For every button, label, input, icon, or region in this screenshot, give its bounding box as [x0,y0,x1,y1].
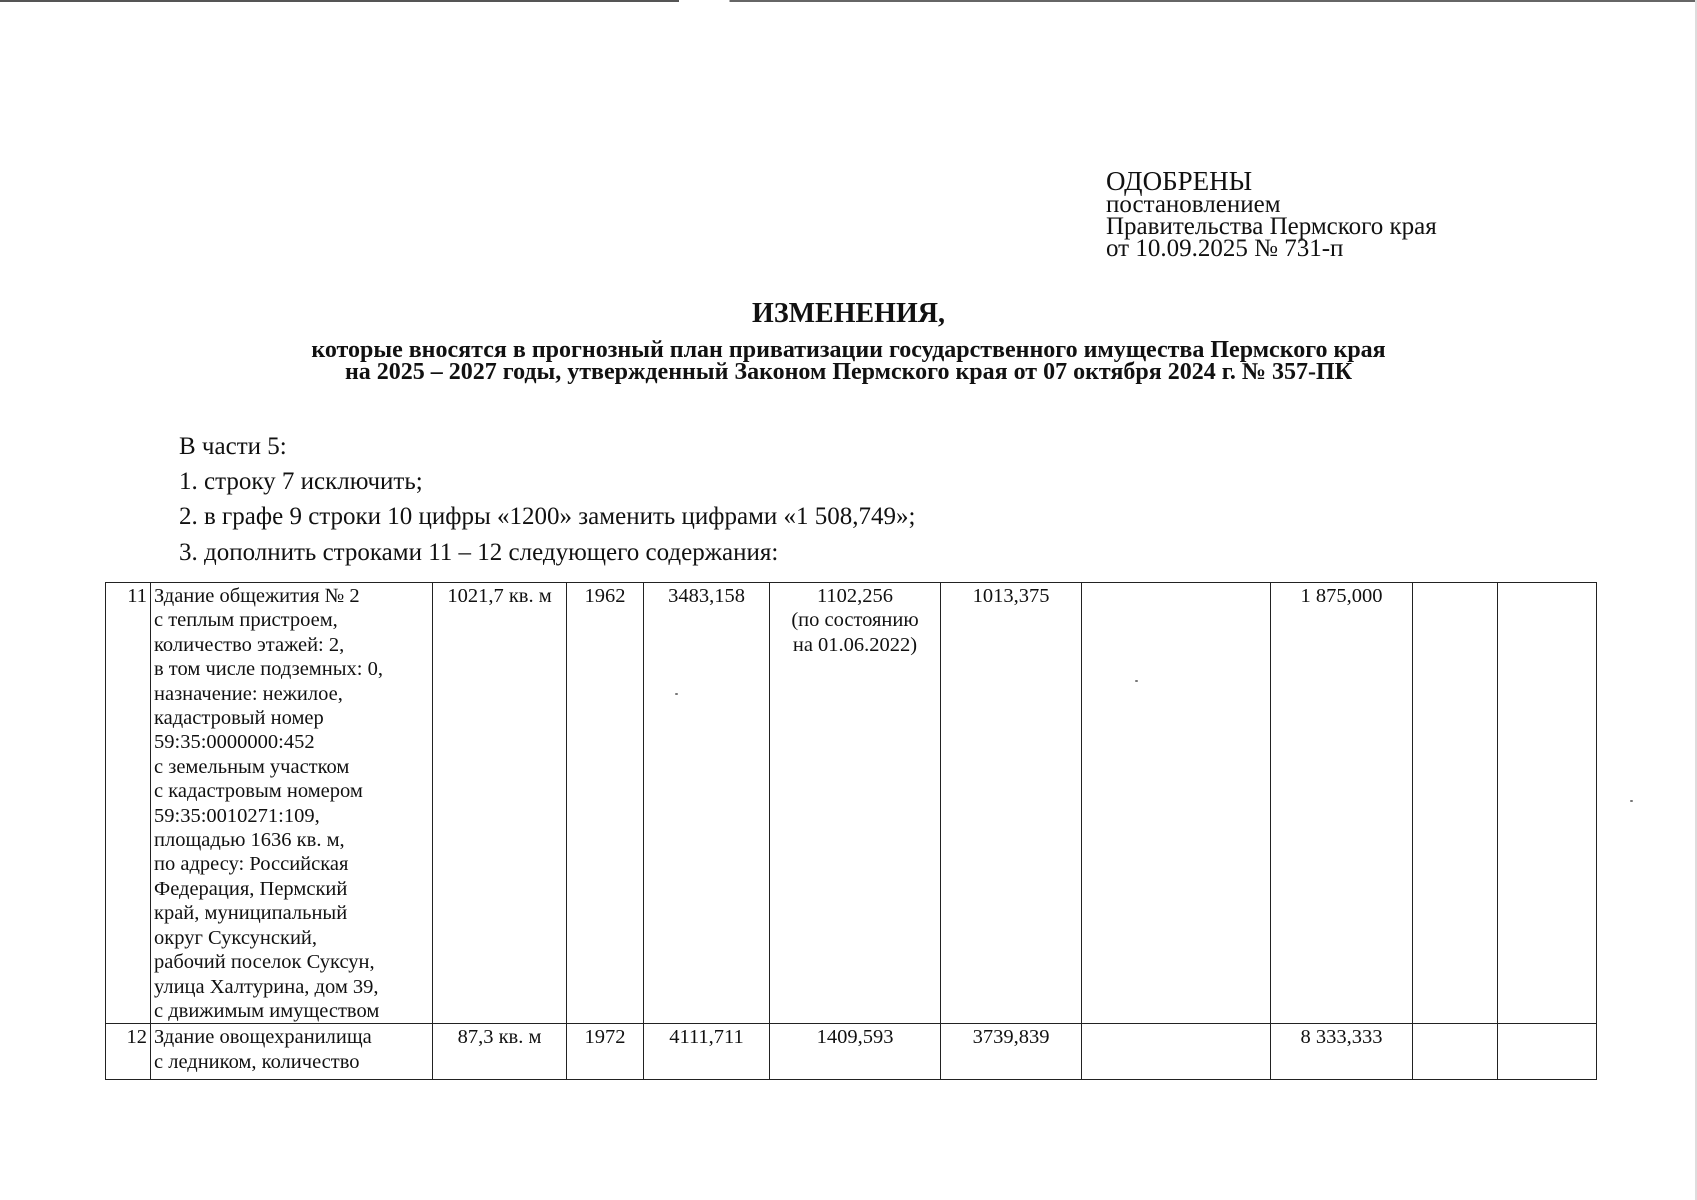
cell-col10 [1413,583,1498,1024]
cell-description: Здание общежития № 2 с теплым пристроем, количество этажей: 2, в том числе подземных: 0, назначение: нежилое, кадастровый номер 59:35:0000000:452 с земельным участком с кадастровым номером 59:35:0010271:109, площадью 1636 кв. м, по адресу: Российская Федерация, Пермский край, муниципальный округ Суксунский, рабочий поселок Суксун, улица Халтурина, дом 39, с движимым имуществом [151,583,433,1024]
document-title: ИЗМЕНЕНИЯ, [752,298,945,329]
cell-col6: 1102,256 (по состоянию на 01.06.2022) [770,583,941,1024]
cell-area: 1021,7 кв. м [433,583,567,1024]
cell-col10 [1413,1024,1498,1080]
document-subtitle-line-1: которые вносятся в прогнозный план приватизации государственного имущества Пермского края [311,337,1386,363]
cell-description: Здание овощехранилища с ледником, количество [151,1024,433,1080]
approval-line-3: от 10.09.2025 № 731-п [1106,235,1344,262]
document-subtitle-line-2: на 2025 – 2027 годы, утвержденный Законом Пермского края от 07 октября 2024 г. № 357-ПК [344,359,1353,385]
cell-col7: 3739,839 [941,1024,1082,1080]
cell-col6: 1409,593 [770,1024,941,1080]
cell-col5: 4111,711 [644,1024,770,1080]
scan-speck [1630,800,1633,802]
cell-col9: 1 875,000 [1271,583,1413,1024]
cell-area: 87,3 кв. м [433,1024,567,1080]
paragraph-part: В части 5: [179,433,287,460]
paragraph-item-1: 1. строку 7 исключить; [179,468,423,495]
cell-year: 1972 [567,1024,644,1080]
paragraph-item-2: 2. в графе 9 строки 10 цифры «1200» заменить цифрами «1 508,749»; [179,503,916,530]
cell-row-number: 11 [106,583,151,1024]
scan-speck [675,693,678,695]
cell-row-number: 12 [106,1024,151,1080]
cell-col8 [1082,583,1271,1024]
amendment-table [105,582,1597,1080]
paragraph-item-3: 3. дополнить строками 11 – 12 следующего содержания: [179,539,779,566]
cell-col11 [1498,1024,1597,1080]
cell-col8 [1082,1024,1271,1080]
cell-col9: 8 333,333 [1271,1024,1413,1080]
cell-col11 [1498,583,1597,1024]
scan-speck [1135,680,1138,682]
approval-line-2: Правительства Пермского края [1106,213,1437,240]
approval-line-1: постановлением [1106,191,1281,218]
cell-col7: 1013,375 [941,583,1082,1024]
table-row [106,1024,1597,1080]
table-row [106,583,1597,1024]
approval-title: ОДОБРЕНЫ [1106,166,1253,196]
approval-stamp-block [1106,168,1437,260]
cell-col5: 3483,158 [644,583,770,1024]
scan-edge-top [0,0,1697,2]
cell-year: 1962 [567,583,644,1024]
